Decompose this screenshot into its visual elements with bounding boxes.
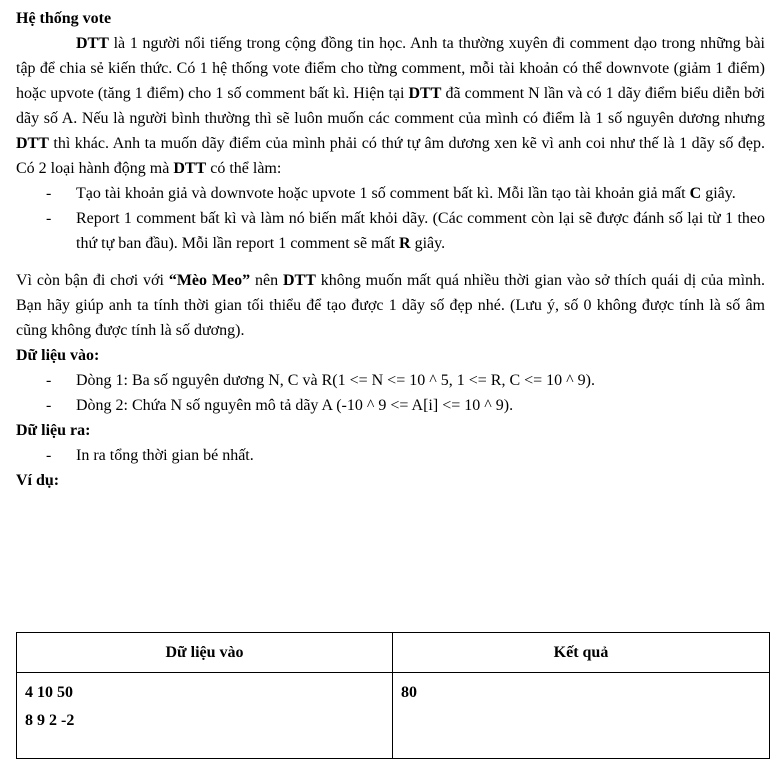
name-dtt: DTT [16, 135, 49, 152]
name-dtt: DTT [408, 85, 442, 102]
action-var: R [399, 235, 411, 252]
intro-text-4: có thể làm: [206, 160, 282, 177]
header-input: Dữ liệu vào [17, 633, 393, 673]
table-header-row [17, 633, 770, 673]
action-text: Tạo tài khoản giả và downvote hoặc upvote 1 số comment bất kì. Mỗi lần tạo tài khoản giả mất [76, 185, 690, 202]
outro-paragraph [16, 268, 765, 343]
intro-paragraph [16, 31, 765, 181]
name-dtt: DTT [76, 35, 109, 52]
meo-meo: “Mèo Meo” [168, 272, 251, 289]
example-title: Ví dụ: [16, 472, 60, 489]
intro-text-3: thì khác. Anh ta muốn dãy điểm của mình phải có thứ tự âm dương xen kẽ vì anh coi như thế là 1 dãy số đẹp. Có 2 loại hành động mà [16, 135, 765, 177]
table-row [17, 673, 770, 759]
example-input-cell [17, 673, 393, 759]
outro-text-1: Vì còn bận đi chơi với [16, 272, 169, 289]
output-section-list [16, 443, 765, 468]
list-item [16, 181, 765, 206]
example-input-line: 8 9 2 -2 [25, 712, 75, 729]
list-item [16, 206, 765, 256]
name-dtt: DTT [282, 272, 316, 289]
outro-text-2: nên [250, 272, 283, 289]
action-text: giây. [410, 235, 446, 252]
action-text: Report 1 comment bất kì và làm nó biến mất khỏi dãy. (Các comment còn lại sẽ được đánh số lại từ 1 theo thứ tự ban đầu). Mỗi lần report 1 comment sẽ mất [76, 210, 765, 252]
example-output-line: 80 [401, 684, 417, 701]
intro-text-1: là 1 người nổi tiếng trong cộng đồng tin học. Anh ta thường xuyên đi comment dạo trong những bài tập để chia sẻ kiến thức. Có 1 hệ thống vote điểm cho từng comment, mỗi tài khoản có thể downvote (giảm 1 điểm) hoặc upvote (tăng 1 điểm) cho 1 số comment bất kì. Hiện tại [16, 35, 765, 102]
input-section-list [16, 368, 765, 418]
actions-list [16, 181, 765, 256]
example-input-line: 4 10 50 [25, 684, 73, 701]
header-output: Kết quả [393, 633, 770, 673]
list-item: - Dòng 2: Chứa N số nguyên mô tả dãy A (-10 ^ 9 <= A[i] <= 10 ^ 9). [16, 393, 765, 418]
list-item: - Dòng 1: Ba số nguyên dương N, C và R(1 <= N <= 10 ^ 5, 1 <= R, C <= 10 ^ 9). [16, 368, 765, 393]
input-section-title: Dữ liệu vào: [16, 347, 100, 364]
action-text: giây. [701, 185, 736, 202]
output-section-title: Dữ liệu ra: [16, 422, 91, 439]
outro-text-3: không muốn mất quá nhiều thời gian vào sở thích quái dị của mình. Bạn hãy giúp anh ta tính thời gian tối thiểu để tạo được 1 dãy số đẹp nhé. (Lưu ý, số 0 không được tính là số âm cũng không được tính là số dương). [16, 272, 766, 339]
problem-title: Hệ thống vote [16, 10, 112, 27]
action-var: C [689, 185, 702, 202]
example-table [16, 632, 770, 759]
example-output-cell [393, 673, 770, 759]
list-item: - In ra tổng thời gian bé nhất. [16, 443, 765, 468]
intro-text-2: đã comment N lần và có 1 dãy điểm biểu diễn bởi dãy số A. Nếu là người bình thường thì sẽ luôn muốn các comment của mình có điểm là 1 số nguyên dương nhưng [16, 85, 765, 127]
name-dtt: DTT [173, 160, 207, 177]
